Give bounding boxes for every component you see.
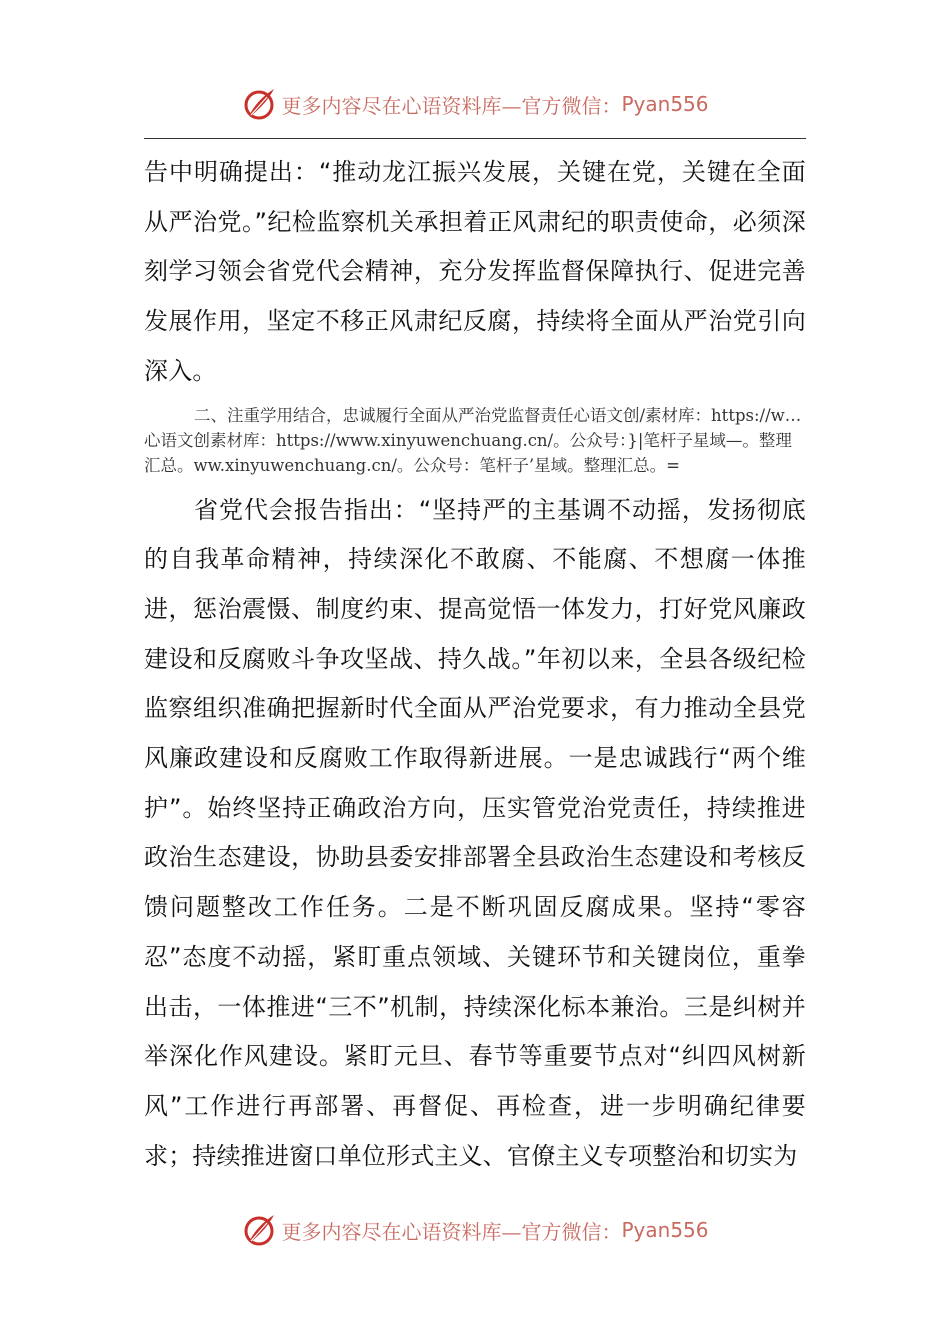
header-divider <box>144 138 806 139</box>
quill-pen-icon <box>241 86 277 122</box>
quill-pen-icon <box>241 1212 277 1248</box>
banner-wechat-id: Pyan556 <box>621 92 709 116</box>
section-heading-note: 二、注重学用结合，忠诚履行全面从严治党监督责任心语文创/素材库：https://w…心语文创素材库：https://www.xinyuwenchuang.cn/。公众号：}|笔杆子星域—。整理汇总。ww.xinyuwenchuang.cn/。公众号：笔杆子’星域。整理汇总。= <box>144 405 802 475</box>
document-body <box>144 148 806 1181</box>
paragraph-2: 省党代会报告指出：“坚持严的主基调不动摇，发扬彻底的自我革命精神，持续深化不敢腐、不能腐、不想腐一体推进，惩治震慑、制度约束、提高觉悟一体发力，打好党风廉政建设和反腐败斗争攻坚战、持久战。”年初以来，全县各级纪检监察组织准确把握新时代全面从严治党要求，有力推动全县党风廉政建设和反腐败工作取得新进展。一是忠诚践行“两个维护”。始终坚持正确政治方向，压实管党治党责任，持续推进政治生态建设，协助县委安排部署全县政治生态建设和考核反馈问题整改工作任务。二是不断巩固反腐成果。坚持“零容忍”态度不动摇，紧盯重点领域、关键环节和关键岗位，重拳出击，一体推进“三不”机制，持续深化标本兼治。三是纠树并举深化作风建设。紧盯元旦、春节等重要节点对“纠四风树新风”工作进行再部署、再督促、再检查，进一步明确纪律要求；持续推进窗口单位形式主义、官僚主义专项整治和切实为 <box>144 495 806 1170</box>
paragraph-1: 告中明确提出：“推动龙江振兴发展，关键在党，关键在全面从严治党。”纪检监察机关承担着正风肃纪的职责使命，必须深刻学习领会省党代会精神，充分发挥监督保障执行、促进完善发展作用，坚定不移正风肃纪反腐，持续将全面从严治党引向深入。 <box>144 158 806 385</box>
banner-text: 更多内容尽在心语资料库—官方微信： <box>281 93 622 118</box>
header-banner <box>0 84 950 124</box>
footer-banner <box>0 1210 950 1250</box>
footer-banner-text: 更多内容尽在心语资料库—官方微信： <box>281 1219 622 1244</box>
footer-wechat-id: Pyan556 <box>621 1218 709 1242</box>
